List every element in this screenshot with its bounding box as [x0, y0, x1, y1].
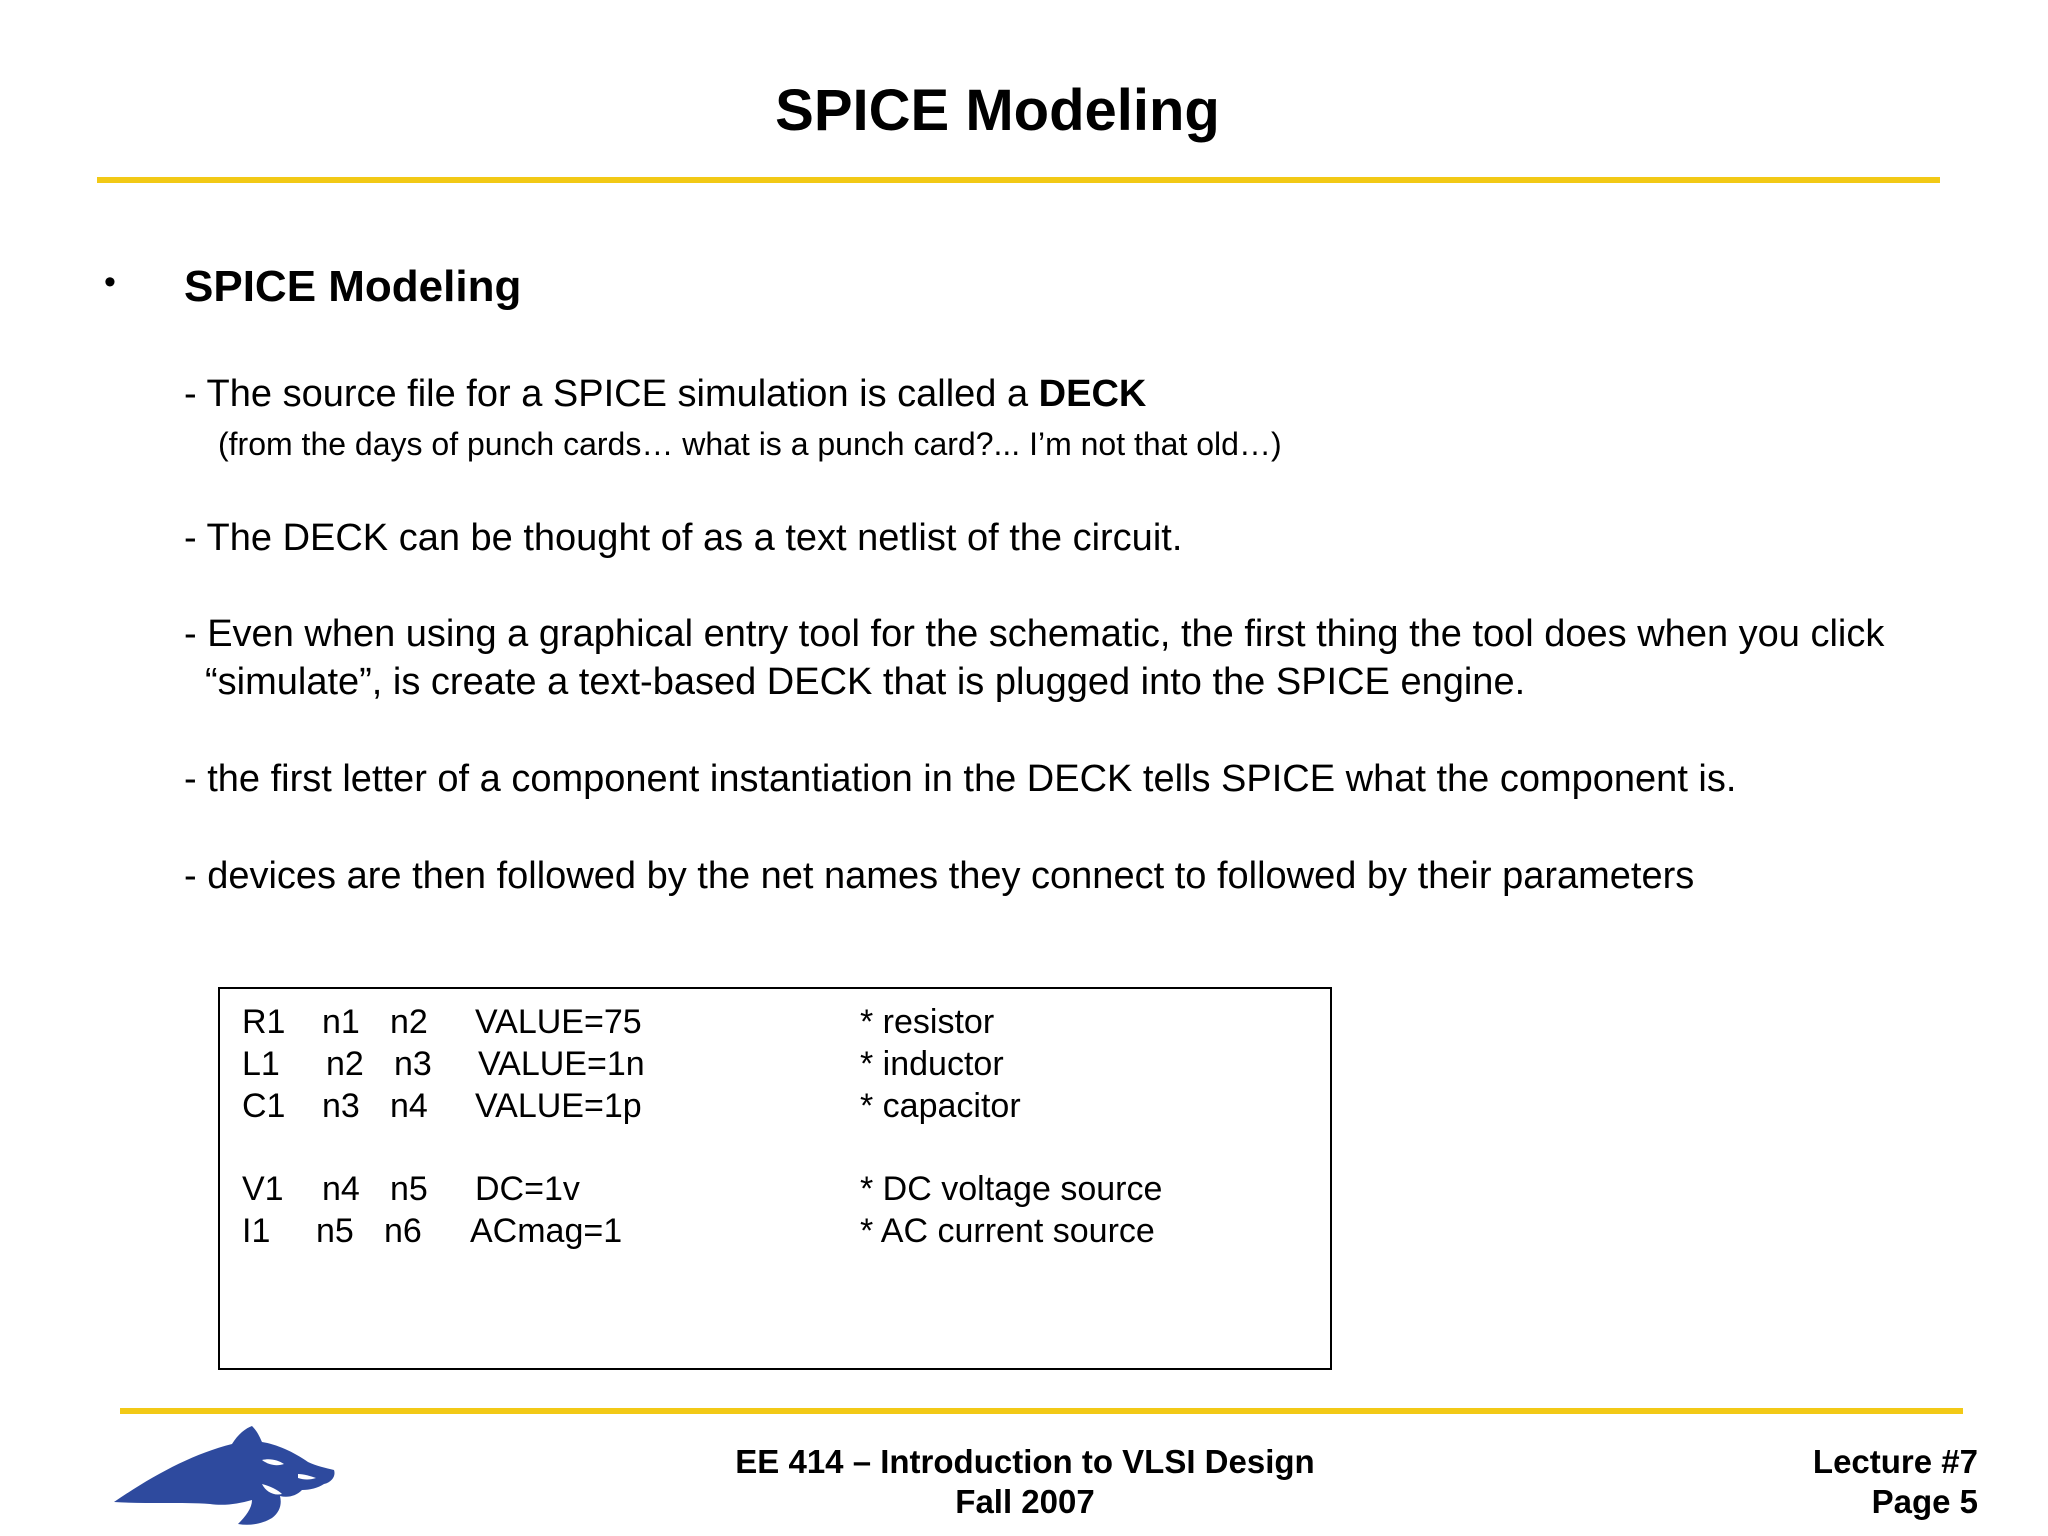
- slide-title: SPICE Modeling: [775, 78, 1220, 143]
- deck-row: [220, 1168, 1330, 1210]
- deck-comment: * AC current source: [860, 1212, 1155, 1250]
- deck-node-1: n3: [322, 1087, 360, 1125]
- deck-term: DECK: [1038, 373, 1147, 415]
- deck-parameter: ACmag=1: [470, 1212, 623, 1250]
- deck-comment: * inductor: [860, 1045, 1004, 1083]
- deck-parameter: VALUE=1p: [475, 1087, 642, 1125]
- deck-row: [220, 1001, 1330, 1043]
- deck-node-1: n1: [322, 1003, 360, 1041]
- paragraph-text: - The source file for a SPICE simulation is called a: [184, 373, 1039, 415]
- deck-node-2: n2: [390, 1003, 428, 1041]
- deck-node-2: n6: [384, 1212, 422, 1250]
- paragraph-first-letter: - the first letter of a component instantiation in the DECK tells SPICE what the component is.: [184, 758, 1737, 800]
- deck-parameter: VALUE=75: [475, 1003, 642, 1041]
- deck-node-1: n4: [322, 1170, 360, 1208]
- bobcat-logo-icon: [112, 1424, 338, 1528]
- deck-node-2: n3: [394, 1045, 432, 1083]
- deck-component-name: I1: [242, 1212, 271, 1250]
- footer-lecture-number: Lecture #7: [1812, 1443, 1978, 1480]
- deck-node-2: n4: [390, 1087, 428, 1125]
- deck-component-name: V1: [242, 1170, 284, 1208]
- deck-comment: * DC voltage source: [860, 1170, 1163, 1208]
- title-divider: [97, 177, 1940, 183]
- paragraph-deck-definition: [184, 370, 1146, 418]
- bullet-icon: •: [104, 263, 116, 301]
- bullet-heading: SPICE Modeling: [184, 262, 522, 311]
- deck-component-name: L1: [242, 1045, 280, 1083]
- deck-node-2: n5: [390, 1170, 428, 1208]
- footer-page-number: Page 5: [1871, 1483, 1978, 1520]
- footer-divider: [120, 1408, 1963, 1414]
- paragraph-punch-card-aside: (from the days of punch cards… what is a punch card?... I’m not that old…): [218, 426, 1282, 462]
- deck-row: [220, 1085, 1330, 1127]
- paragraph-net-names: - devices are then followed by the net names they connect to followed by their parameters: [184, 855, 1695, 897]
- deck-example-box: [218, 987, 1332, 1370]
- footer-course-title: EE 414 – Introduction to VLSI Design: [735, 1443, 1315, 1480]
- deck-comment: * resistor: [860, 1003, 995, 1041]
- deck-component-name: C1: [242, 1087, 286, 1125]
- deck-node-1: n2: [326, 1045, 364, 1083]
- deck-row: [220, 1210, 1330, 1252]
- deck-row: [220, 1043, 1330, 1085]
- paragraph-netlist: - The DECK can be thought of as a text netlist of the circuit.: [184, 517, 1183, 559]
- deck-parameter: DC=1v: [475, 1170, 580, 1208]
- deck-component-name: R1: [242, 1003, 286, 1041]
- paragraph-graphical-entry: - Even when using a graphical entry tool for the schematic, the first thing the tool does when you click: [184, 613, 1885, 655]
- deck-comment: * capacitor: [860, 1087, 1021, 1125]
- paragraph-graphical-entry-continued: “simulate”, is create a text-based DECK that is plugged into the SPICE engine.: [205, 661, 1526, 703]
- deck-parameter: VALUE=1n: [478, 1045, 645, 1083]
- footer-term: Fall 2007: [955, 1483, 1095, 1520]
- deck-node-1: n5: [316, 1212, 354, 1250]
